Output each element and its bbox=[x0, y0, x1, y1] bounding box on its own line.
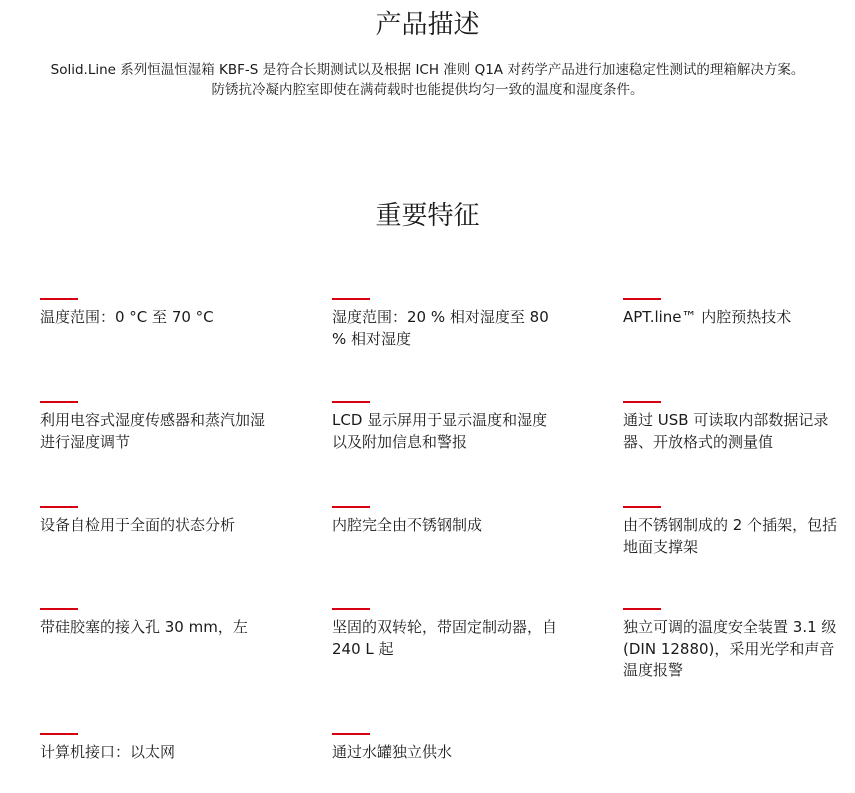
accent-bar bbox=[623, 608, 661, 610]
feature-text: 温度范围：0 °C 至 70 °C bbox=[40, 308, 214, 326]
feature-item bbox=[332, 506, 557, 537]
feature-text: 通过 USB 可读取内部数据记录器、开放格式的测量值 bbox=[623, 411, 829, 451]
feature-item bbox=[40, 298, 265, 329]
accent-bar bbox=[332, 733, 370, 735]
feature-item bbox=[332, 608, 557, 660]
features-title: 重要特征 bbox=[375, 201, 480, 231]
feature-text: 内腔完全由不锈钢制成 bbox=[332, 516, 483, 534]
feature-item bbox=[623, 401, 848, 453]
accent-bar bbox=[40, 608, 78, 610]
accent-bar bbox=[623, 298, 661, 300]
feature-item bbox=[332, 733, 557, 764]
feature-text: APT.line™ 内腔预热技术 bbox=[623, 308, 792, 326]
accent-bar bbox=[40, 298, 78, 300]
feature-item bbox=[623, 298, 848, 329]
feature-text: 利用电容式湿度传感器和蒸汽加湿进行湿度调节 bbox=[40, 411, 266, 451]
feature-text: 带硅胶塞的接入孔 30 mm，左 bbox=[40, 618, 248, 636]
feature-text: 湿度范围：20 % 相对湿度至 80 % 相对湿度 bbox=[332, 308, 549, 348]
feature-item bbox=[623, 506, 848, 558]
feature-text: 通过水罐独立供水 bbox=[332, 743, 453, 761]
accent-bar bbox=[40, 733, 78, 735]
accent-bar bbox=[40, 401, 78, 403]
accent-bar bbox=[332, 298, 370, 300]
accent-bar bbox=[332, 401, 370, 403]
feature-text: 坚固的双转轮，带固定制动器，自 240 L 起 bbox=[332, 618, 558, 658]
feature-text: 由不锈钢制成的 2 个插架，包括地面支撑架 bbox=[623, 516, 838, 556]
feature-text: 设备自检用于全面的状态分析 bbox=[40, 516, 236, 534]
feature-item bbox=[40, 733, 265, 764]
accent-bar bbox=[40, 506, 78, 508]
accent-bar bbox=[623, 506, 661, 508]
description-title: 产品描述 bbox=[375, 10, 480, 40]
feature-item bbox=[40, 506, 265, 537]
feature-text: 独立可调的温度安全装置 3.1 级 (DIN 12880)，采用光学和声音温度报警 bbox=[623, 618, 837, 679]
feature-item bbox=[40, 401, 265, 453]
feature-item bbox=[40, 608, 265, 639]
feature-text: 计算机接口：以太网 bbox=[40, 743, 176, 761]
accent-bar bbox=[332, 608, 370, 610]
accent-bar bbox=[332, 506, 370, 508]
description-text: Solid.Line 系列恒温恒湿箱 KBF-S 是符合长期测试以及根据 ICH 准则 Q1A 对药学产品进行加速稳定性测试的理箱解决方案。防锈抗冷凝内腔室即使在满荷载时也能提供均匀一致的温度和湿度条件。 bbox=[50, 62, 805, 98]
feature-text: LCD 显示屏用于显示温度和湿度以及附加信息和警报 bbox=[332, 411, 548, 451]
feature-item bbox=[332, 298, 557, 350]
feature-item bbox=[623, 608, 848, 682]
accent-bar bbox=[623, 401, 661, 403]
feature-item bbox=[332, 401, 557, 453]
